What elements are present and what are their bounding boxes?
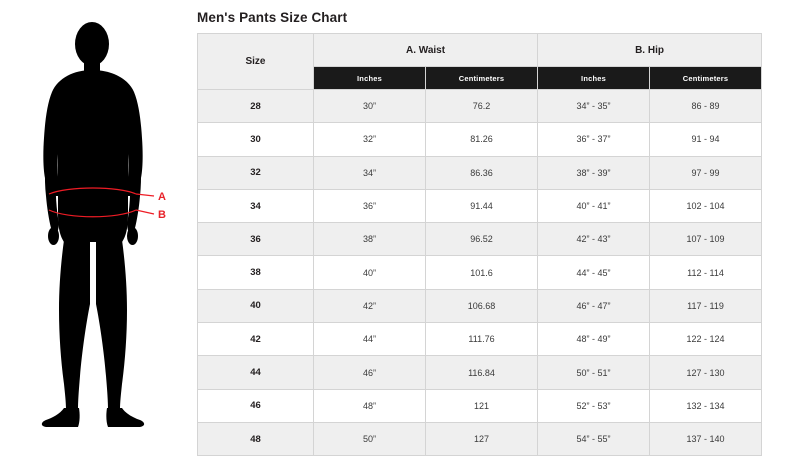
cell-waist-inches: 50” xyxy=(314,422,426,455)
cell-hip-centimeters: 122 - 124 xyxy=(650,323,762,356)
cell-waist-centimeters: 101.6 xyxy=(426,256,538,289)
cell-size: 28 xyxy=(198,90,314,123)
cell-waist-centimeters: 106.68 xyxy=(426,289,538,322)
table-header-row-groups xyxy=(198,34,762,67)
cell-waist-inches: 46” xyxy=(314,356,426,389)
cell-hip-inches: 42” - 43” xyxy=(538,223,650,256)
table-row xyxy=(198,356,762,389)
cell-hip-inches: 44” - 45” xyxy=(538,256,650,289)
cell-hip-centimeters: 102 - 104 xyxy=(650,189,762,222)
cell-size: 34 xyxy=(198,189,314,222)
cell-hip-centimeters: 137 - 140 xyxy=(650,422,762,455)
cell-waist-centimeters: 127 xyxy=(426,422,538,455)
cell-size: 48 xyxy=(198,422,314,455)
table-row xyxy=(198,223,762,256)
cell-hip-inches: 52” - 53” xyxy=(538,389,650,422)
cell-waist-centimeters: 86.36 xyxy=(426,156,538,189)
column-group-waist: A. Waist xyxy=(314,34,538,67)
cell-waist-centimeters: 96.52 xyxy=(426,223,538,256)
cell-size: 36 xyxy=(198,223,314,256)
column-group-hip: B. Hip xyxy=(538,34,762,67)
male-body-silhouette xyxy=(8,18,188,443)
size-chart-table xyxy=(197,33,762,456)
cell-waist-inches: 38” xyxy=(314,223,426,256)
column-header-hip-centimeters: Centimeters xyxy=(650,67,762,90)
cell-waist-centimeters: 76.2 xyxy=(426,90,538,123)
cell-hip-inches: 54” - 55” xyxy=(538,422,650,455)
cell-hip-inches: 50” - 51” xyxy=(538,356,650,389)
cell-waist-centimeters: 111.76 xyxy=(426,323,538,356)
cell-hip-centimeters: 97 - 99 xyxy=(650,156,762,189)
cell-hip-inches: 34” - 35” xyxy=(538,90,650,123)
column-header-waist-centimeters: Centimeters xyxy=(426,67,538,90)
cell-hip-inches: 40” - 41” xyxy=(538,189,650,222)
table-body xyxy=(198,90,762,456)
cell-waist-centimeters: 81.26 xyxy=(426,123,538,156)
cell-hip-centimeters: 91 - 94 xyxy=(650,123,762,156)
table-row xyxy=(198,256,762,289)
cell-waist-inches: 40” xyxy=(314,256,426,289)
cell-hip-centimeters: 117 - 119 xyxy=(650,289,762,322)
silhouette-shape xyxy=(42,22,144,427)
cell-waist-inches: 36” xyxy=(314,189,426,222)
cell-waist-inches: 30” xyxy=(314,90,426,123)
cell-size: 44 xyxy=(198,356,314,389)
cell-size: 32 xyxy=(198,156,314,189)
table-row xyxy=(198,389,762,422)
cell-hip-inches: 48” - 49” xyxy=(538,323,650,356)
table-header xyxy=(198,34,762,90)
cell-waist-centimeters: 116.84 xyxy=(426,356,538,389)
cell-waist-inches: 44” xyxy=(314,323,426,356)
table-row xyxy=(198,289,762,322)
hip-marker-label: B xyxy=(158,209,166,221)
table-row xyxy=(198,90,762,123)
column-header-hip-inches: Inches xyxy=(538,67,650,90)
waist-marker-label: A xyxy=(158,191,166,203)
table-row xyxy=(198,189,762,222)
cell-hip-centimeters: 132 - 134 xyxy=(650,389,762,422)
table-row xyxy=(198,123,762,156)
cell-waist-inches: 34” xyxy=(314,156,426,189)
cell-waist-centimeters: 121 xyxy=(426,389,538,422)
cell-waist-inches: 48” xyxy=(314,389,426,422)
table-row xyxy=(198,422,762,455)
cell-size: 30 xyxy=(198,123,314,156)
cell-hip-centimeters: 107 - 109 xyxy=(650,223,762,256)
cell-waist-inches: 42” xyxy=(314,289,426,322)
table-row xyxy=(198,156,762,189)
cell-waist-inches: 32” xyxy=(314,123,426,156)
page-title: Men's Pants Size Chart xyxy=(197,10,348,25)
column-header-waist-inches: Inches xyxy=(314,67,426,90)
cell-hip-centimeters: 86 - 89 xyxy=(650,90,762,123)
table-row xyxy=(198,323,762,356)
cell-hip-centimeters: 112 - 114 xyxy=(650,256,762,289)
measurement-figure-panel xyxy=(0,0,196,461)
cell-size: 46 xyxy=(198,389,314,422)
cell-hip-inches: 38” - 39” xyxy=(538,156,650,189)
cell-hip-inches: 46” - 47” xyxy=(538,289,650,322)
cell-size: 42 xyxy=(198,323,314,356)
cell-waist-centimeters: 91.44 xyxy=(426,189,538,222)
cell-hip-centimeters: 127 - 130 xyxy=(650,356,762,389)
cell-hip-inches: 36” - 37” xyxy=(538,123,650,156)
cell-size: 38 xyxy=(198,256,314,289)
cell-size: 40 xyxy=(198,289,314,322)
column-header-size: Size xyxy=(198,34,314,90)
